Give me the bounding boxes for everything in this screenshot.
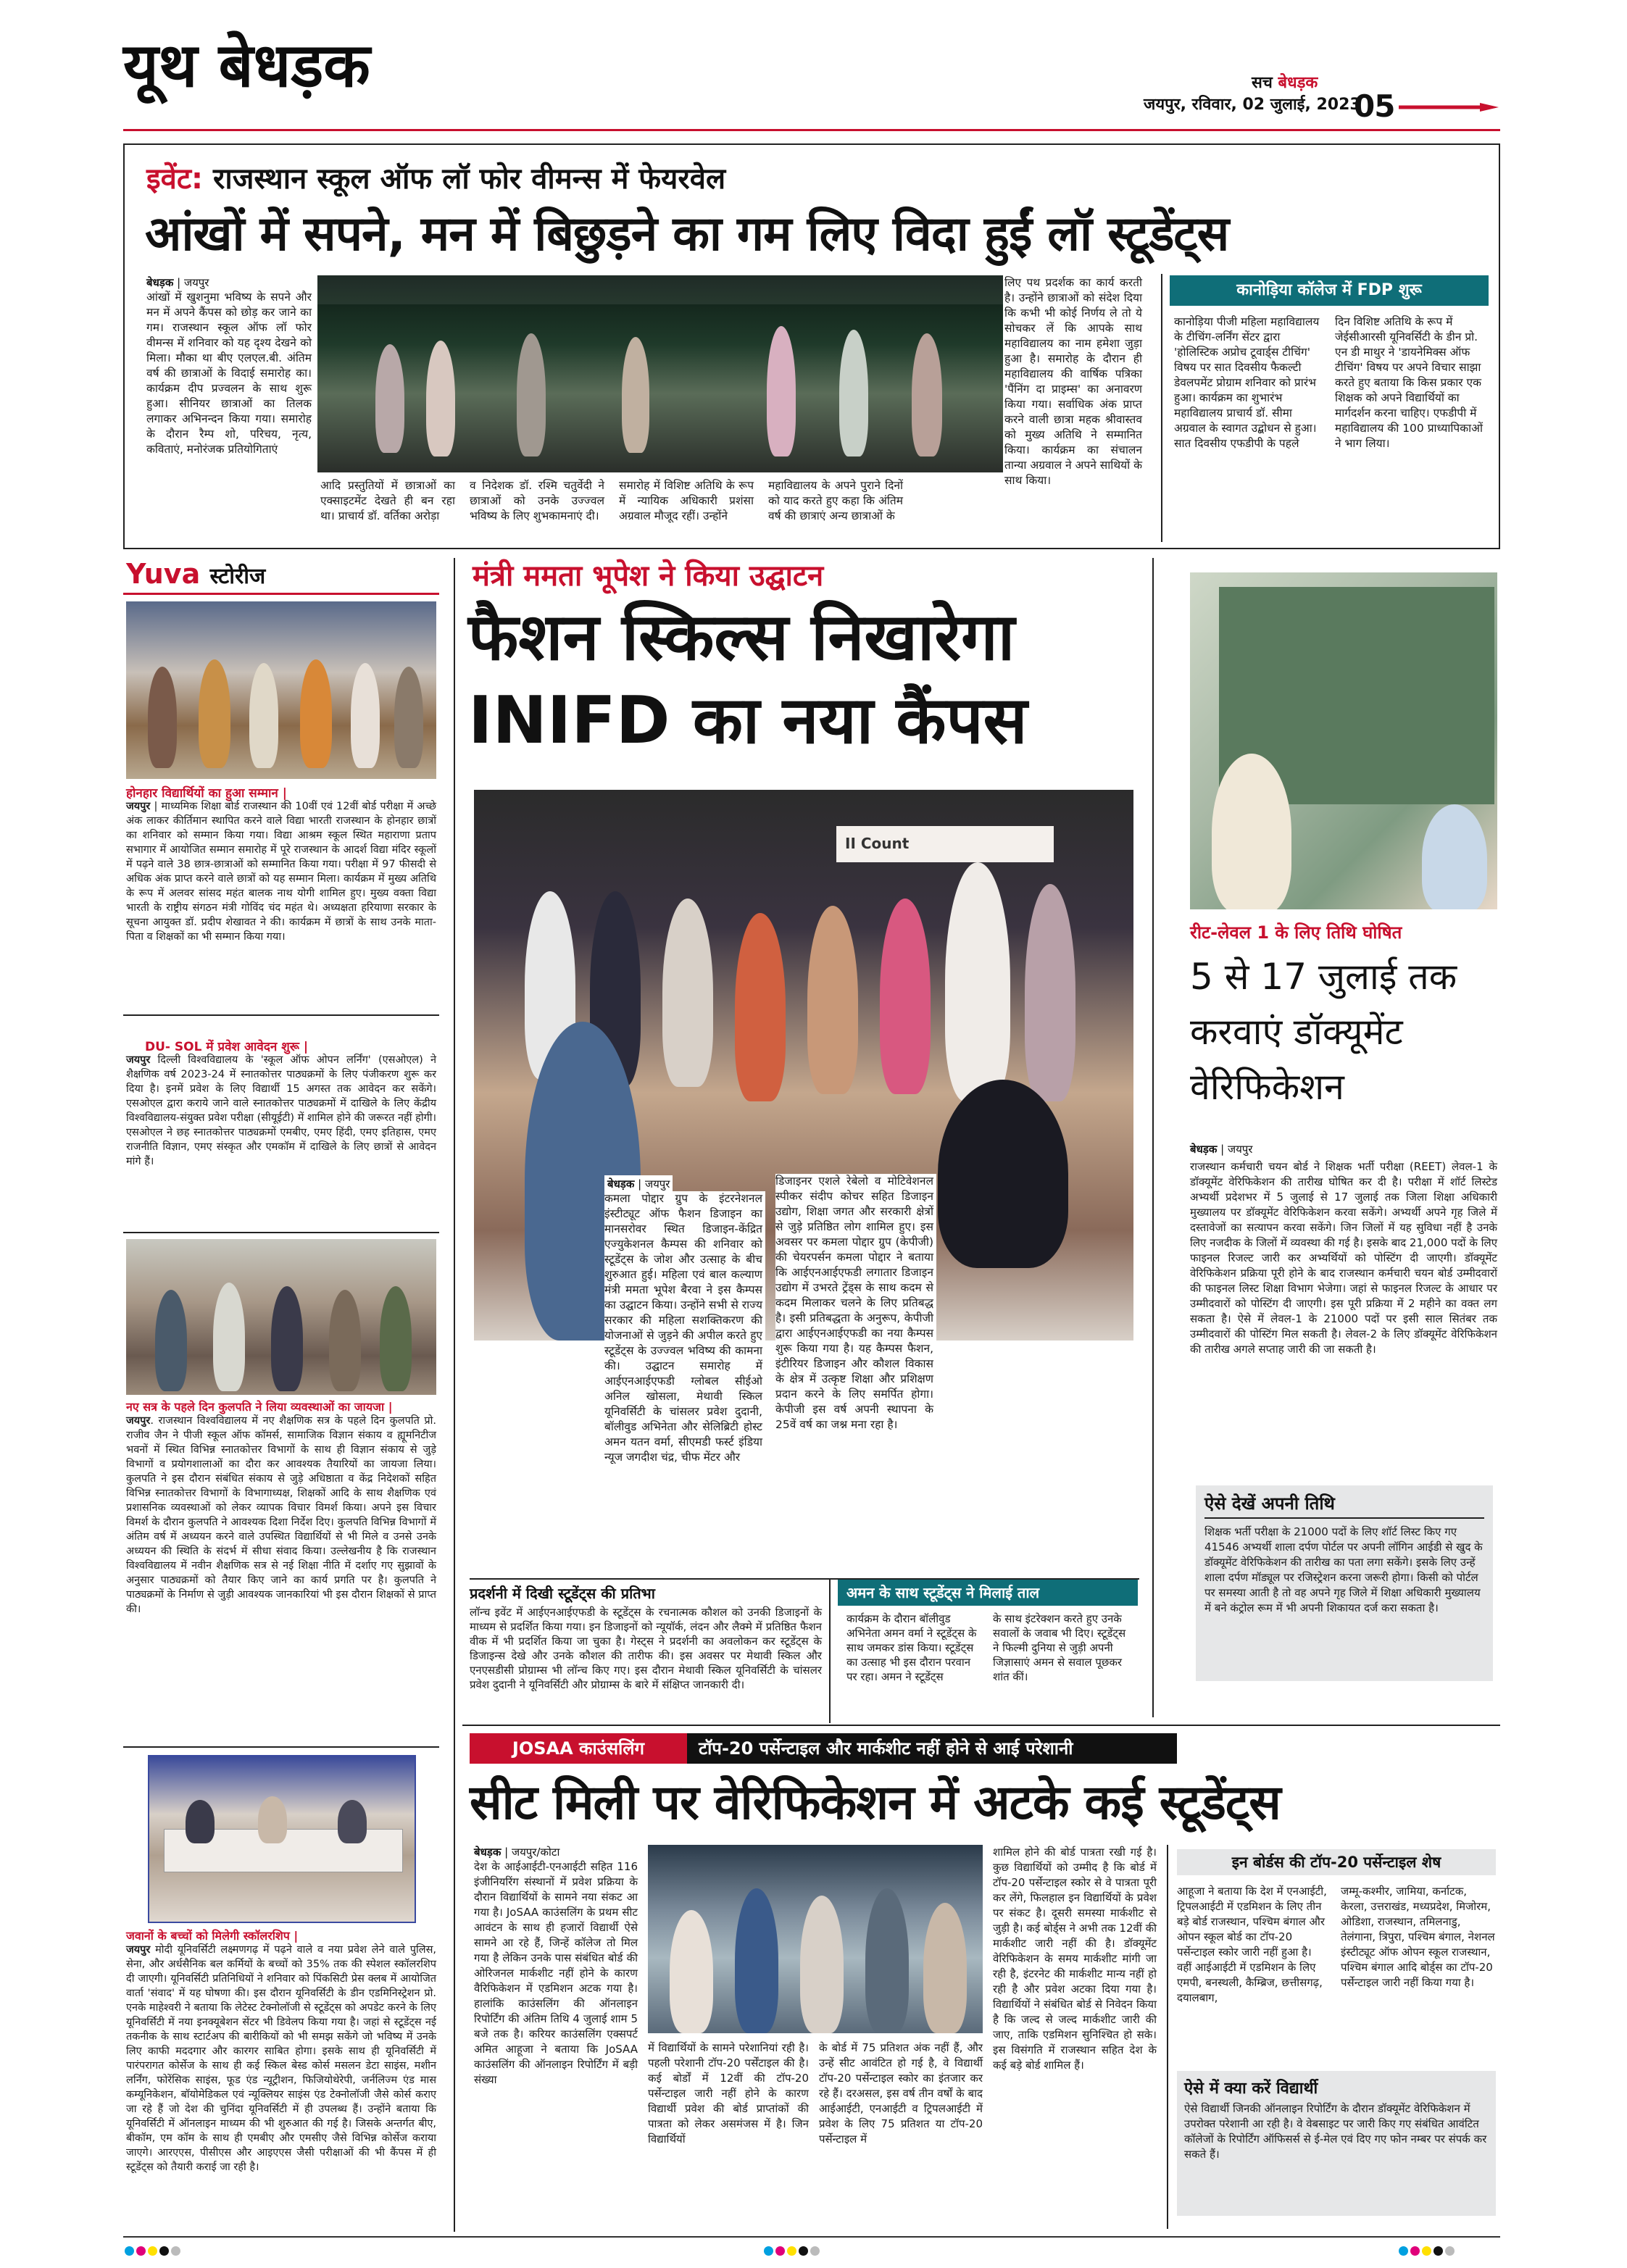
magenta-dot-icon xyxy=(775,2246,785,2256)
josaa-box2 xyxy=(1177,2071,1496,2216)
yuva-story4-text xyxy=(126,1943,436,2175)
inifd-col1: कमला पोद्दार ग्रुप के इंटरनेशनल इंस्टीट्यूट ऑफ फैशन डिजाइन का मानसरोवर स्थित डिजाइन-केंद्रित एज्युकेशनल कैम्पस की शनिवार को स्टूडेंट्स के जोश और उत्साह के बीच शुरुआत हुई। महिला एवं बाल कल्याण मंत्री ममता भूपेश बैरवा ने इस कैम्पस का उद्घाटन किया। उन्होंने सभी से राज्य सरकार की महिला सशक्तिकरण की योजनाओं से जुड़ने की अपील करते हुए स्टूडेंट्स के उज्ज्वल भविष्य की कामना की। उद्घाटन समारोह में आईएनआईएफडी ग्लोबल सीईओ अनिल खोसला, मेथावी स्किल यूनिवर्सिटी के चांसलर प्रवेश दुदानी, बॉलीवुड अभिनेता और सेलिब्रिटी होस्ट अमन यतन वर्मा, सीएमडी फर्स्ट इंडिया न्यूज जगदीश चंद्र, चीफ मेंटर और xyxy=(604,1191,765,1465)
inifd-sub1-title: प्रदर्शनी में दिखी स्टूडेंट्स की प्रतिभा xyxy=(470,1585,655,1602)
inifd-sub2 xyxy=(838,1580,1138,1732)
josaa-byline: बेधड़क | जयपुर/कोटा xyxy=(474,1846,560,1859)
byline-place: जयपुर xyxy=(183,276,209,289)
yuva-story4-title: जवानों के बच्चों को मिलेगी स्कॉलरशिप | xyxy=(126,1929,299,1943)
josaa-story xyxy=(462,1733,1500,2233)
black-dot-icon xyxy=(159,2246,169,2256)
inifd-sub1 xyxy=(470,1583,822,1735)
page-number: 05 xyxy=(1354,88,1395,124)
inifd-banner-text: II Count xyxy=(845,835,910,852)
yellow-dot-icon xyxy=(1422,2246,1431,2256)
yuva-story2-text xyxy=(126,1053,436,1169)
yuva-rule xyxy=(123,593,439,595)
josaa-strap: टॉप-20 पर्सेन्टाइल और मार्कशीट नहीं होने से आई परेशानी xyxy=(687,1733,1177,1764)
reet-byline: बेधड़क | जयपुर xyxy=(1190,1143,1253,1156)
josaa-col1: देश के आईआईटी-एनआईटी सहित 116 इंजीनियरिंग संस्थानों में प्रवेश प्रक्रिया के दौरान विद्यार्थियों के सामने नया संकट आ गया है। JoSAA काउंसलिंग के प्रथम सीट आवंटन के साथ ही हजारों विद्यार्थी ऐसे सामने आ रहे हैं, जिन्हें कॉलेज तो मिल गया है लेकिन उनके पास संबंधित बोर्ड की ओरिजनल मार्कशीट नहीं होने के कारण वैरिफिकेशन में एडमिशन अटक गया है। हालांकि काउंसलिंग की ऑनलाइन रिपोर्टिंग की अंतिम तिथि 4 जुलाई शाम 5 बजे तक है। करियर काउंसलिंग एक्सपर्ट अमित आहूजा ने बताया कि JoSAA काउंसलिंग की ऑनलाइन रिपोर्टिंग में बड़ी संख्या xyxy=(474,1860,638,2086)
masthead xyxy=(0,0,1627,138)
inifd-sub2-title: अमन के साथ स्टूडेंट्स ने मिलाई ताल xyxy=(838,1580,1138,1606)
black-dot-icon xyxy=(799,2246,808,2256)
inifd-sub-vrule xyxy=(829,1578,831,1723)
yellow-dot-icon xyxy=(148,2246,157,2256)
top-story-headline: आंखों में सपने, मन में बिछुड़ने का गम लिए विदा हुईं लॉ स्टूडेंट्स xyxy=(145,206,1229,262)
yuva-story4-place: जयपुर xyxy=(126,1944,151,1956)
josaa-headline: सीट मिली पर वेरिफिकेशन में अटके कई स्टूडेंट्स xyxy=(470,1775,1281,1830)
top-story-col3: व निदेशक डॉ. रश्मि चतुर्वेदी ने छात्राओं को उनके उज्ज्वल भविष्य के लिए शुभकामनाएं दी। xyxy=(470,479,604,522)
section-title: यूथ बेधड़क xyxy=(123,30,370,101)
top-story-col1: आंखों में खुशनुमा भविष्य के सपने और मन में अपने कैंपस को छोड़ कर जाने का गम। राजस्थान स्कूल ऑफ लॉ फोर वीमन्स में शनिवार को यह दृश्य देखने को मिला। मौका था बीए एलएल.बी. अंतिम वर्ष की छात्राओं के विदाई समारोह का। कार्यक्रम दीप प्रज्वलन के साथ शुरू हुआ। सीनियर छात्राओं का तिलक लगाकर अभिनन्दन किया गया। समारोह के दौरान रैम्प शो, परिचय, नृत्य, कविताएं, मनोरंजक प्रतियोगिताएं xyxy=(146,291,312,456)
vice-chancellor-visit-photo xyxy=(126,1239,436,1395)
cyan-dot-icon xyxy=(764,2246,773,2256)
fdp-box-col2: दिन विशिष्ट अतिथि के रूप में जेईसीआरसी यूनिवर्सिटी के डीन प्रो. एन डी माथुर ने 'डायनेमिक्स ऑफ टीचिंग' विषय पर अपने विचार साझा करते हुए बताया कि किस प्रकार एक शिक्षक को अपने विद्यार्थियों का मार्गदर्शन करना चाहिए। एफडीपी में महाविद्यालय की 100 प्राध्यापिकाओं ने भाग लिया। xyxy=(1335,315,1483,450)
josaa-col2: में विद्यार्थियों के सामने परेशानियां रही है। पहली परेशानी टॉप-20 पर्सेंटाइल की है। कई बोर्डों में 12वीं की टॉप-20 पर्सेन्टाइल जारी नहीं होने के कारण विद्यार्थी प्रवेश की बोर्ड प्राप्तांकों की पात्रता को लेकर असमंजस में है। जिन विद्यार्थियों xyxy=(648,2041,809,2146)
magenta-dot-icon xyxy=(136,2246,146,2256)
grey-dot-icon xyxy=(810,2246,820,2256)
farewell-stage-photo xyxy=(317,275,1003,472)
yellow-dot-icon xyxy=(787,2246,796,2256)
yuva-divider-2 xyxy=(123,1232,439,1233)
yuva-logo-latin: Yuva xyxy=(126,558,201,590)
color-registration-marks-center xyxy=(764,2245,822,2259)
inifd-kicker: मंत्री ममता भूपेश ने किया उद्घाटन xyxy=(473,559,824,593)
reet-byline-name: बेधड़क xyxy=(1190,1143,1218,1156)
yuva-story3-text: जयपुर. राजस्थान विश्वविद्यालय में नए शैक्षणिक सत्र के पहले दिन कुलपति प्रो. राजीव जैन ने पीजी स्कूल ऑफ कॉमर्स, सामाजिक विज्ञान संकाय व ह्यूमनिटीज भवनों में स्थित विभिन्न स्नातकोत्तर विभागों के साथ ही विज्ञान संकाय से जुड़े विभागों व प्रयोगशालाओं का दौरा कर आवश्यक तैयारियों का जायजा लिया। कुलपति ने इस दौरान संबंधित संकाय से जुड़े अधिष्ठाता व केंद्र निदेशकों सहित विभिन्न स्नातकोत्तर विभागों के विभागाध्यक्ष, शिक्षकों आदि के साथ शैक्षणिक एवं प्रशासनिक व्यवस्थाओं को लेकर व्यापक विचार विमर्श किया। अपने इस विचार विमर्श के दौरान कुलपति ने आवश्यक दिशा निर्देश दिए। कुलपति विभिन्न विभागों में अंतिम वर्ष में अध्ययन करने वाले उपस्थित विद्यार्थियों से भी मिले व उनसे उनके अध्ययन की स्थिति के संदर्भ में सीधा संवाद किया। उल्लेखनीय है कि राजस्थान विश्वविद्यालय में नवीन शैक्षणिक सत्र से नई शिक्षा नीति में दर्शाए गए सुझावों के अनुसार पाठ्यक्रमों को तैयार किए जाने का कार्य प्रगति पर है। कुलपति ने पाठ्यक्रमों के निर्माण से जुड़ी आवश्यक जानकारियां भी इस दौरान शिक्षकों से प्राप्त की। xyxy=(126,1415,436,1615)
josaa-students-photo xyxy=(648,1845,983,2033)
yuva-divider-3 xyxy=(123,1746,439,1748)
inifd-byline-place: जयपुर xyxy=(644,1177,670,1191)
top-story-col6: लिए पथ प्रदर्शक का कार्य करती है। उन्होंने छात्राओं को संदेश दिया कि कभी भी कोई निर्णय ले तो ये सोचकर लें कि आपके साथ महाविद्यालय का नाम हमेशा जुड़ा हुआ है। समारोह के दौरान ही महाविद्यालय की वार्षिक पत्रिका 'पैंनिंग दा प्राइम्स' का अनावरण किया गया। सर्वाधिक अंक प्राप्त करने वाली छात्रा महक श्रीवास्तव को मुख्य अतिथि ने सम्मानित किया। कार्यक्रम का संचालन तान्या अग्रवाल ने अपने साथियों के साथ किया। xyxy=(1004,276,1142,487)
josaa-box1-col2: जम्मू-कश्मीर, जामिया, कर्नाटक, केरला, उत्तराखंड, मध्यप्रदेश, मिजोरम, ओडिशा, राजस्थान, तमिलनाडु, तेलंगाना, त्रिपुरा, पश्चिम बंगाल, नेशनल इंस्टीट्यूट ऑफ ओपन स्कूल राजस्थान, पश्चिम बंगाल आदि बोर्ड्स का टॉप-20 पर्सेन्टाइल जारी नहीं किया गया है। xyxy=(1341,1885,1495,1989)
josaa-col3: के बोर्ड में 75 प्रतिशत अंक नहीं हैं, और उन्हें सीट आवंटित हो गई है, वे विद्यार्थी टॉप-20 पर्सेन्टाइल स्कोर का इंतजार कर रहे हैं। दरअसल, इस वर्ष तीन वर्षों के बाद आईआईटी, एनआईटी व ट्रिपलआईटी में प्रवेश के लिए 75 प्रतिशत या टॉप-20 पर्सेन्टाइल में xyxy=(819,2041,983,2146)
inifd-headline-line2: INIFD का नया कैंपस xyxy=(468,683,1028,759)
kicker-label: इवेंट: xyxy=(146,162,204,196)
kicker-text: राजस्थान स्कूल ऑफ लॉ फोर वीमन्स में फेयरवेल xyxy=(212,162,726,196)
top-story-col2: आदि प्रस्तुतियों में छात्राओं का एक्साइटमेंट देखते ही बन रहा था। प्राचार्य डॉ. वर्तिका अरोड़ा xyxy=(320,479,455,522)
inifd-sub2-col1: कार्यक्रम के दौरान बॉलीवुड अभिनेता अमन वर्मा ने स्टूडेंट्स के साथ जमकर डांस किया। स्टूडेंट्स का उत्साह भी इस दौरान परवान पर रहा। अमन ने स्टूडेंट्स xyxy=(846,1612,977,1683)
yuva-logo-hindi: स्टोरीज xyxy=(209,564,266,589)
fdp-box xyxy=(1170,275,1489,543)
fdp-box-col1: कानोड़िया पीजी महिला महाविद्यालय के टीचिंग-लर्निंग सेंटर द्वारा 'होलिस्टिक अप्रोच टूवार्ड्स टीचिंग' विषय पर सात दिवसीय फैकल्टी डेवलपमेंट प्रोग्राम शनिवार को प्रारंभ हुआ। कार्यक्रम का शुभारंभ महाविद्यालय प्राचार्य डॉ. सीमा अग्रवाल के स्वागत उद्बोधन से हुआ। सात दिवसीय एफडीपी के पहले xyxy=(1174,315,1320,450)
josaa-box2-title: ऐसे में क्या करें विद्यार्थी xyxy=(1184,2080,1318,2098)
sidebar-rule xyxy=(454,558,455,2232)
josaa-col4: शामिल होने की बोर्ड पात्रता रखी गई है। कुछ विद्यार्थियों को उम्मीद है कि बोर्ड में टॉप-20 पर्सेन्टाइल स्कोर से वे पात्रता पूरी कर लेंगे, फिलहाल इन विद्यार्थियों के प्रवेश पर संकट है। दूसरी समस्या मार्कशीट से जुड़ी है। कई बोर्ड्स ने अभी तक 12वीं की मार्कशीट जारी नहीं की है। डॉक्यूमेंट वेरिफिकेशन के समय मार्कशीट मांगी जा रही है, इंटरनेट की मार्कशीट मान्य नहीं हो रही है और प्रवेश अटका दिया गया है। विद्यार्थियों ने संबंधित बोर्ड से निवेदन किया है कि जल्द से जल्द मार्कशीट जारी की जाए, ताकि एडमिशन सुनिश्चित हो सके। इस विसंगति में राजस्थान सहित देश के कई बड़े बोर्ड शामिल हैं। xyxy=(993,1846,1157,2072)
josaa-box1-title: इन बोर्डस की टॉप-20 पर्सेन्टाइल शेष xyxy=(1177,1849,1496,1875)
fdp-box-title: कानोड़िया कॉलेज में FDP शुरू xyxy=(1170,275,1489,306)
josaa-box1-col1: आहूजा ने बताया कि देश में एनआईटी, ट्रिपलआईटी में एडमिशन के लिए तीन बड़े बोर्ड राजस्थान, पश्चिम बंगाल और ओपन स्कूल बोर्ड का टॉप-20 पर्सेन्टाइल स्कोर जारी नहीं हुआ है। वहीं आईआईटी में एडमिशन के लिए एमपी, बनस्थली, कैम्ब्रिज, छत्तीसगढ़, दयालबाग, xyxy=(1177,1885,1327,2004)
yuva-story2-place: जयपुर xyxy=(126,1054,151,1066)
josaa-top-rule xyxy=(462,1725,1500,1726)
yuva-story1-text: जयपुर | माध्यमिक शिक्षा बोर्ड राजस्थान की 10वीं एवं 12वीं बोर्ड परीक्षा में अच्छे अंक लाकर कीर्तिमान स्थापित करने वाले विद्या भारती राजस्थान के होनहार छात्रों का शनिवार को सम्मान किया गया। विद्या आश्रम स्कूल स्थित महाराणा प्रताप सभागार में आयोजित सम्मान समारोह में पूरे राजस्थान के आदर्श विद्या मंदिर स्कूलों में पढ़ने वाले 38 छात्र-छात्राओं को सम्मानित किया गया। परीक्षा में 97 फीसदी से अधिक अंक प्राप्त करने वाले छात्रों को यह सम्मान मिला। कार्यक्रम में मुख्य अतिथि के रूप में अलवर सांसद महंत बालक नाथ योगी शामिल हुए। मुख्य वक्ता विद्या भारती के राष्ट्रीय संगठन मंत्री गोविंद चंद महंत थे। अध्यक्षता हरियाणा सरकार के सूचना आयुक्त डॉ. प्रदीप शेखावत ने की। कार्यक्रम में छात्रों के साथ उनके माता-पिता व शिक्षकों का भी सम्मान किया गया। xyxy=(126,801,436,943)
yuva-story2-body: दिल्ली विश्वविद्यालय के 'स्कूल ऑफ ओपन लर्निंग' (एसओएल) ने शैक्षणिक वर्ष 2023-24 में स्नातकोत्तर पाठ्यक्रमों के लिए पंजीकरण शुरू कर दिया है। इनमें प्रवेश के लिए विद्यार्थी 15 अगस्त तक आवेदन कर सकेंगे। एसओएल द्वारा कराये जाने वाले स्नातकोत्तर पाठ्यक्रमों में दाखिले के लिए केंद्रीय विश्वविद्यालय-संयुक्त प्रवेश परीक्षा (सीयूईटी) में शामिल होने की जरूरत नहीं होगी। एसओएल ने छह स्नातकोत्तर पाठ्यक्रमों एमबीए, एमए हिंदी, एमए इतिहास, एमए राजनीति विज्ञान, एमए संस्कृत और एमकॉम में दाखिले के लिए छात्रों से आवेदन मांगे हैं। xyxy=(126,1054,437,1167)
josaa-box1 xyxy=(1177,1849,1496,2081)
top-story-kicker xyxy=(146,161,725,197)
inifd-banner xyxy=(836,826,1054,862)
reet-kicker: रीट-लेवल 1 के लिए तिथि घोषित xyxy=(1190,922,1402,943)
inifd-sub2-col2: के साथ इंटरेक्शन करते हुए उनके सवालों के जवाब भी दिए। स्टूडेंट्स ने फिल्मी दुनिया से जुड़ी अपनी जिज्ञासाएं अमन से सवाल पूछकर शांत कीं। xyxy=(993,1612,1126,1683)
inifd-headline-line1: फैशन स्किल्स निखारेगा xyxy=(468,599,1015,675)
inifd-sub1-text: लॉन्च इवेंट में आईएनआईएफडी के स्टूडेंट्स के रचनात्मक कौशल को उनकी डिजाइनों के माध्यम से प्रदर्शित किया गया। इन डिजाइनों को न्यूयॉर्क, लंदन और लैक्मे में प्रतिष्ठित फैशन वीक में भी प्रदर्शित किया जा चुका है। गेस्ट्स ने प्रदर्शनी का अवलोकन कर स्टूडेंट्स के डिजाइन्स देखे और उनके कौशल की तारीफ की। इस अवसर पर मेथावी स्किल और एनएसडीसी प्रोग्राम्स भी लॉन्च किए गए। इस दौरान मेथावी स्किल यूनिवर्सिटी के चांसलर प्रवेश दुदानी ने यूनिवर्सिटी और प्रोग्राम्स के बारे में संक्षिप्त जानकारी दी। xyxy=(470,1606,822,1691)
inifd-col2: डिजाइनर एशले रेबेलो व मोटिवेशनल स्पीकर संदीप कोचर सहित डिजाइन उद्योग, शिक्षा जगत और सरकारी क्षेत्रों से जुड़े प्रतिष्ठित लोग शामिल हुए। इस अवसर पर कमला पोद्दार ग्रुप (केपीजी) की चेयरपर्सन कमला पोद्दार ने बताया कि आईएनआईएफडी लगातार डिजाइन उद्योग में उभरते ट्रेंड्स के साथ कदम से कदम मिलाकर चलने के लिए प्रतिबद्ध है। इसी प्रतिबद्धता के अनुरूप, केपीजी द्वारा आईएनआईएफडी का नया कैम्पस शुरू किया गया है। यह कैम्पस फैशन, इंटीरियर डिजाइन और कौशल विकास के क्षेत्र में उत्कृष्ट शिक्षा और प्रशिक्षण प्रदान करने के लिए समर्पित होगा। केपीजी इस वर्ष अपनी स्थापना के 25वें वर्ष का जश्न मना रहा है। xyxy=(775,1174,936,1433)
top-story xyxy=(123,143,1500,549)
inifd-byline-name: बेधड़क xyxy=(607,1177,635,1191)
top-story-col4: समारोह में विशिष्ट अतिथि के रूप में न्यायिक अधिकारी प्रशंसा अग्रवाल मौजूद रहीं। उन्होंने xyxy=(619,479,754,522)
yuva-story1-body: माध्यमिक शिक्षा बोर्ड राजस्थान की 10वीं एवं 12वीं बोर्ड परीक्षा में अच्छे अंक लाकर कीर्तिमान स्थापित करने वाले विद्या भारती राजस्थान के होनहार छात्रों का शनिवार को सम्मान किया गया। विद्या आश्रम स्कूल स्थित महाराणा प्रताप सभागार में आयोजित सम्मान समारोह में पूरे राजस्थान के आदर्श विद्या मंदिर स्कूलों में पढ़ने वाले 38 छात्र-छात्राओं को सम्मानित किया गया। परीक्षा में 97 फीसदी से अधिक अंक प्राप्त करने वाले छात्रों को यह सम्मान मिला। कार्यक्रम में मुख्य अतिथि के रूप में अलवर सांसद महंत बालक नाथ योगी शामिल हुए। मुख्य वक्ता विद्या भारती के राष्ट्रीय संगठन मंत्री गोविंद चंद महंत थे। अध्यक्षता हरियाणा सरकार के सूचना आयुक्त डॉ. प्रदीप शेखावत ने की। कार्यक्रम में छात्रों के साथ उनके माता-पिता व शिक्षकों का भी सम्मान किया गया। xyxy=(126,801,436,943)
yuva-story2-title: DU- SOL में प्रवेश आवेदन शुरू | xyxy=(145,1040,309,1054)
grey-dot-icon xyxy=(1445,2246,1455,2256)
reet-story xyxy=(1161,558,1500,1717)
paper-name-main: बेधड़क xyxy=(1278,74,1318,92)
paper-name xyxy=(1252,71,1318,93)
reet-box-rule xyxy=(1204,1517,1484,1519)
reet-box-text: शिक्षक भर्ती परीक्षा के 21000 पदों के लिए शॉर्ट लिस्ट किए गए 41546 अभ्यर्थी शाला दर्पण पोर्टल पर अपनी लॉगिन आईडी से खुद के डॉक्यूमेंट वेरिफिकेशन की तारीख का पता लगा सकेंगे। इसके लिए उन्हें शाला दर्पण मॉड्यूल पर रजिस्ट्रेशन करना जरूरी होगा। किसी को पोर्टल पर समस्या आती है तो वह अपने गृह जिले में शिक्षा अधिकारी मुख्यालय में बने कंट्रोल रूम में भी अपनी शिकायत दर्ज करा सकता है। xyxy=(1204,1525,1483,1614)
inifd-story xyxy=(462,558,1144,1717)
josaa-box2-text: ऐसे विद्यार्थी जिनकी ऑनलाइन रिपोर्टिंग के दौरान डॉक्यूमेंट वेरिफिकेशन में उपरोक्त परेशानी आ रही है। वे वेबसाइट पर जारी किए गए संबंधित आवंटित कॉलेजों के रिपोर्टिंग ऑफिसर्स से ई-मेल एवं दिए गए फोन नम्बर पर संपर्क कर सकते हैं। xyxy=(1184,2102,1487,2161)
top-col-rule xyxy=(1161,274,1162,542)
inifd-byline: बेधड़क | जयपुर xyxy=(604,1175,673,1193)
scholarship-press-photo xyxy=(148,1755,416,1923)
josaa-vrule xyxy=(1167,1845,1168,2229)
josaa-byline-place: जयपुर/कोटा xyxy=(511,1846,560,1859)
top-story-col5: महाविद्यालय के अपने पुराने दिनों को याद करते हुए कहा कि अंतिम वर्ष की छात्राएं अन्य छात्राओं के xyxy=(768,479,903,522)
top-story-byline: बेधड़क | जयपुर xyxy=(146,276,209,289)
cyan-dot-icon xyxy=(1399,2246,1408,2256)
grey-dot-icon xyxy=(171,2246,180,2256)
yuva-story3-body: राजस्थान विश्वविद्यालय में नए शैक्षणिक सत्र के पहले दिन कुलपति प्रो. राजीव जैन ने पीजी स्कूल ऑफ कॉमर्स, सामाजिक विज्ञान संकाय व ह्यूमनिटीज भवनों में स्थित विभिन्न स्नातकोत्तर विभागों के साथ ही विज्ञान संकाय से जुड़े विभागों व प्रयोगशालाओं का दौरा कर आवश्यक तैयारियों का जायजा लिया। कुलपति ने इस दौरान संबंधित संकाय से जुड़े अधिष्ठाता व केंद्र निदेशकों सहित विभिन्न स्नातकोत्तर विभागों के विभागाध्यक्ष, शिक्षकों आदि के साथ शैक्षणिक एवं प्रशासनिक व्यवस्थाओं को लेकर व्यापक विचार विमर्श किया। अपने इस विचार विमर्श के दौरान कुलपति ने आवश्यक दिशा निर्देश दिए। कुलपति विभिन्न विभागों में अंतिम वर्ष में अध्ययन करने वाले उपस्थित विद्यार्थियों से भी मिले व उनसे उनके अध्ययन की स्थिति के संदर्भ में सीधा संवाद किया। उल्लेखनीय है कि राजस्थान विश्वविद्यालय में नवीन शैक्षणिक सत्र से नई शिक्षा नीति में दर्शाए गए सुझावों के अनुसार पाठ्यक्रमों को तैयार किए जाने का कार्य प्रगति पर है। कुलपति ने पाठ्यक्रमों के निर्माण से जुड़ी आवश्यक जानकारियां भी इस दौरान शिक्षकों से प्राप्त की। xyxy=(126,1415,436,1615)
reet-headline: 5 से 17 जुलाई तक करवाएं डॉक्यूमेंट वेरिफिकेशन xyxy=(1190,956,1457,1108)
josaa-byline-name: बेधड़क xyxy=(474,1846,502,1859)
reet-byline-place: जयपुर xyxy=(1227,1143,1253,1156)
yuva-story1-title: होनहार विद्यार्थियों का हुआ सम्मान | xyxy=(126,786,287,801)
yuva-story3-place: जयपुर xyxy=(126,1415,151,1427)
dateline: जयपुर, रविवार, 02 जुलाई, 2023 xyxy=(1144,96,1361,114)
reet-info-box xyxy=(1196,1485,1493,1681)
yuva-story1-place: जयपुर xyxy=(126,801,151,812)
magenta-dot-icon xyxy=(1410,2246,1420,2256)
color-registration-marks-right xyxy=(1399,2245,1457,2259)
yuva-divider-1 xyxy=(123,1014,439,1016)
right-col-rule xyxy=(1152,558,1154,1717)
footer-rule xyxy=(123,2236,1500,2238)
pen-nib-icon xyxy=(1399,101,1500,112)
award-ceremony-photo xyxy=(126,601,436,779)
byline-name: बेधड़क xyxy=(146,276,174,289)
yuva-story4-body: मोदी यूनिवर्सिटी लक्ष्मणगढ़ में पढ़ने वाले व नया प्रवेश लेने वाले पुलिस, सेना, और अर्धसैनिक बल कर्मियों के बच्चों को 35% तक की स्पेशल स्कॉलरशिप दी जाएगी। यूनिवर्सिटी प्रतिनिधियों ने शनिवार को पिंकसिटी प्रेस क्लब में आयोजित वार्ता 'संवाद' में यह घोषणा की। इस दौरान यूनिवर्सिटी के डीन एडमिनिस्ट्रेशन प्रो. एनके माहेश्वरी ने बताया कि लेटेस्ट टेक्नोलॉजी से स्टूडेंट्स को अपडेट करने के लिए यूनिवर्सिटी में नया इनक्यूबेशन सेंटर भी डिवेलप किया गया है। जहां से स्टूडेंट्स नई तकनीक के साथ स्टार्टअप की बारीकियों को भी समझ सकेंगे जो भविष्य में उनके लिए काफी मददगार और कारगर साबित होगा। इसके साथ ही यूनिवर्सिटी में पारंपरागत कोर्सेज के साथ ही कई स्किल बेस्ड कोर्स मसलन डेटा साइंस, मशीन लर्निंग, फोरेंसिक साइंस, फूड एंड न्यूट्रीशन, फिजियोथेरेपी, जर्नलिज्म एंड मास कम्यूनिकेशन, बॉयोमेडिकल एवं न्यूक्लियर साइंस एंड टेक्नोलॉजी जैसे कोर्स कराए जा रहे हैं जो देश की चुनिंदा यूनिवर्सिटी में ही उपलब्ध हैं। उन्होंने बताया कि यूनिवर्सिटी में ऑनलाइन माध्यम की भी शुरुआत की गई है। जिसके अन्तर्गत बीए, बीकॉम, एम कॉम के साथ ही एमबीए और एमसीए जैसे विभिन्न कोर्सेज कराया जाएगे। आरएएस, पीसीएस और आइएएस जैसी परीक्षाओं की भी कैंपस में ही स्टूडेंट्स को तैयारी कराई जा रही है। xyxy=(126,1944,437,2173)
yuva-sidebar xyxy=(123,558,439,2232)
yuva-story3-title: नए सत्र के पहले दिन कुलपति ने लिया व्यवस्थाओं का जायजा | xyxy=(126,1400,393,1414)
josaa-tag: JOSAA काउंसलिंग xyxy=(470,1733,687,1764)
black-dot-icon xyxy=(1433,2246,1443,2256)
reet-text: राजस्थान कर्मचारी चयन बोर्ड ने शिक्षक भर्ती परीक्षा (REET) लेवल-1 के डॉक्यूमेंट वेरिफिकेशन की तारीख घोषित कर दी है। परीक्षा में शॉर्ट लिस्टेड अभ्यर्थी प्रदेशभर में 5 जुलाई से 17 जुलाई तक जिला शिक्षा अधिकारी मुख्यालय पर डॉक्यूमेंट वेरिफिकेशन करवा सकेंगे। अभ्यर्थी अपने गृह जिले में दस्तावेजों का सत्यापन करवा सकेंगे। जिन जिलों में यह सुविधा नहीं है उनके लिए नजदीक के जिलों में व्यवस्था की गई है। इसके बाद 21,000 पदों के लिए फाइनल रिजल्ट जारी कर अभ्यर्थियों को पोस्टिंग दी जाएगी। डॉक्यूमेंट वेरिफिकेशन प्रक्रिया पूरी होने के बाद राजस्थान कर्मचारी चयन बोर्ड उम्मीदवारों की फाइनल लिस्ट शिक्षा विभाग भेजेगा। जहां से फाइनल रिजल्ट के आधार पर उम्मीदवारों को पोस्टिंग दी जाएगी। इस पूरी प्रक्रिया में 2 महीने का वक्त लग सकता है। ऐसे में लेवल-1 के 21000 पदों पर इसी साल सितंबर तक उम्मीदवारों की पोस्टिंग मिल सकती है। लेवल-2 के लिए डॉक्यूमेंट वेरिफिकेशन की तारीख अगले सप्ताह जारी की जा सकती है। xyxy=(1190,1160,1497,1356)
paper-name-prefix: सच xyxy=(1252,74,1273,92)
yuva-logo xyxy=(126,558,265,593)
reet-box-title: ऐसे देखें अपनी तिथि xyxy=(1204,1493,1335,1514)
cyan-dot-icon xyxy=(125,2246,134,2256)
color-registration-marks-left xyxy=(125,2245,183,2259)
masthead-rule xyxy=(123,129,1500,131)
classroom-photo xyxy=(1190,572,1497,909)
